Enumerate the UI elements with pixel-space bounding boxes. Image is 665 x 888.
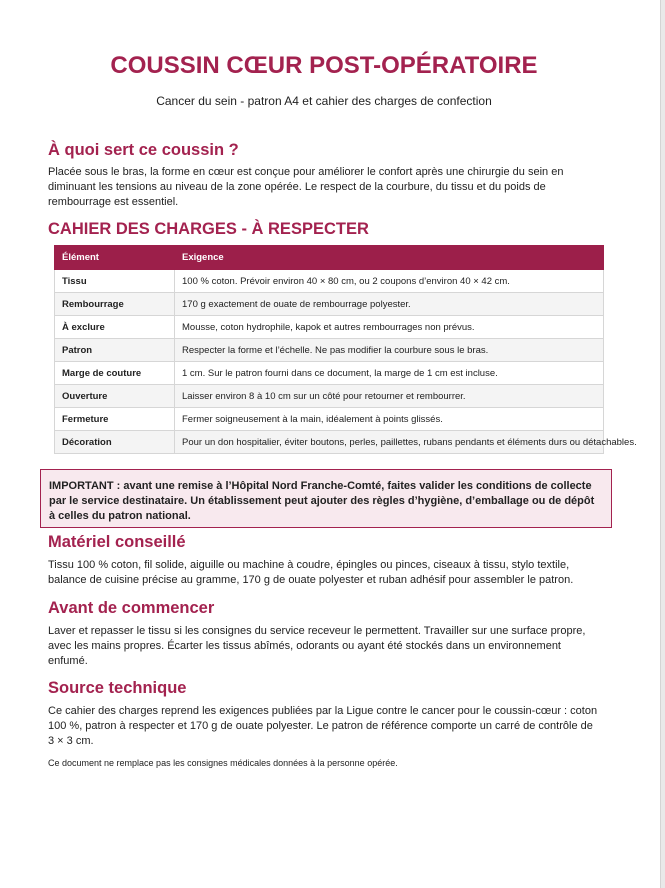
table-row bbox=[55, 362, 604, 385]
before-text: Laver et repasser le tissu si les consignes du service receveur le permettent. Travailler sur une surface propre, avec les mains propres. Écarter les tissus abîmés, odorants ou ayant été stockés dans un environnement enfumé. bbox=[48, 625, 586, 667]
table-row bbox=[55, 270, 604, 293]
materials-text: Tissu 100 % coton, fil solide, aiguille ou machine à coudre, épingles ou pinces, ciseaux à tissu, stylo textile, balance de cuisine précise au gramme, 170 g de ouate polyester et ruban adhésif pour assembler le patron. bbox=[48, 559, 574, 586]
row-requirement: Laisser environ 8 à 10 cm sur un côté pour retourner et rembourrer. bbox=[175, 385, 604, 408]
source-text: Ce cahier des charges reprend les exigences publiées par la Ligue contre le cancer pour le coussin-cœur : coton 100 %, patron à respecter et 170 g de ouate polyester. Le patron de référence comporte un carré de contrôle de 3 × 3 cm. bbox=[48, 705, 598, 747]
table-row bbox=[55, 385, 604, 408]
row-element: Tissu bbox=[55, 270, 175, 293]
table-row bbox=[55, 408, 604, 431]
row-requirement: 100 % coton. Prévoir environ 40 × 80 cm, ou 2 coupons d’environ 40 × 42 cm. bbox=[175, 270, 604, 293]
source-heading: Source technique bbox=[48, 679, 187, 697]
important-notice: IMPORTANT : avant une remise à l’Hôpital Nord Franche-Comté, faites valider les conditions de collecte par le service destinataire. Un établissement peut ajouter des règles d’hygiène, d’emballage ou de dépôt à celles du patron national. bbox=[40, 469, 612, 528]
page-title: COUSSIN CŒUR POST-OPÉRATOIRE bbox=[110, 52, 538, 79]
purpose-heading: À quoi sert ce coussin ? bbox=[48, 141, 239, 159]
specs-heading: CAHIER DES CHARGES - À RESPECTER bbox=[48, 220, 369, 238]
specs-table-header bbox=[55, 246, 604, 270]
page-subtitle: Cancer du sein - patron A4 et cahier des charges de confection bbox=[156, 94, 492, 108]
before-heading: Avant de commencer bbox=[48, 599, 215, 617]
specs-table bbox=[54, 245, 637, 454]
row-element: À exclure bbox=[55, 316, 175, 339]
row-element: Fermeture bbox=[55, 408, 175, 431]
row-element: Patron bbox=[55, 339, 175, 362]
row-element: Décoration bbox=[55, 431, 175, 454]
table-row bbox=[55, 431, 604, 454]
row-requirement: Mousse, coton hydrophile, kapok et autres rembourrages non prévus. bbox=[175, 316, 604, 339]
row-requirement: Pour un don hospitalier, éviter boutons, perles, paillettes, rubans pendants et éléments durs ou détachables. bbox=[175, 431, 604, 454]
row-element: Marge de couture bbox=[55, 362, 175, 385]
column-header-element: Élément bbox=[55, 246, 175, 270]
row-requirement: 1 cm. Sur le patron fourni dans ce document, la marge de 1 cm est incluse. bbox=[175, 362, 604, 385]
medical-disclaimer: Ce document ne remplace pas les consignes médicales données à la personne opérée. bbox=[48, 758, 398, 768]
purpose-text: Placée sous le bras, la forme en cœur est conçue pour améliorer le confort après une chirurgie du sein en diminuant les tensions au niveau de la zone opérée. Le respect de la courbure, du tissu et du poids de rembourrage est essentiel. bbox=[48, 166, 564, 208]
column-header-requirement: Exigence bbox=[175, 246, 604, 270]
row-requirement: Fermer soigneusement à la main, idéalement à points glissés. bbox=[175, 408, 604, 431]
table-row bbox=[55, 339, 604, 362]
materials-heading: Matériel conseillé bbox=[48, 533, 186, 551]
row-requirement: 170 g exactement de ouate de rembourrage polyester. bbox=[175, 293, 604, 316]
row-element: Ouverture bbox=[55, 385, 175, 408]
table-row bbox=[55, 316, 604, 339]
page-edge-scrollbar bbox=[660, 0, 665, 888]
table-row bbox=[55, 293, 604, 316]
row-requirement: Respecter la forme et l’échelle. Ne pas modifier la courbure sous le bras. bbox=[175, 339, 604, 362]
row-element: Rembourrage bbox=[55, 293, 175, 316]
